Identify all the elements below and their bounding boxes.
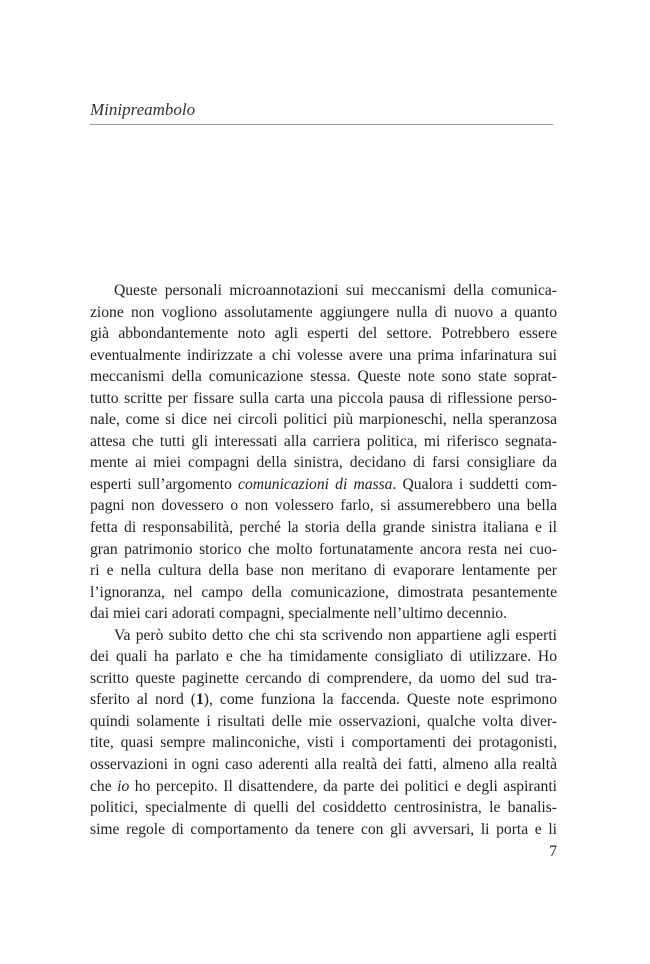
text-line	[90, 668, 557, 690]
text-segment: ), come funziona la faccenda. Queste note esprimono	[203, 691, 557, 709]
text-segment: sime regole di comportamento da tenere con gli avversari, li porta e li	[90, 820, 557, 838]
chapter-title: Minipreambolo	[90, 100, 196, 119]
text-line	[90, 388, 557, 410]
text-segment: Va però subito detto che chi sta scrivendo non appartiene agli esperti	[114, 626, 557, 644]
header-rule	[90, 124, 553, 125]
text-line	[90, 560, 557, 582]
page-number: 7	[549, 843, 557, 860]
text-line	[90, 431, 557, 453]
text-segment: dai miei cari adorati compagni, specialmente nell’ultimo decennio.	[90, 605, 507, 623]
text-segment: l’ignoranza, nel campo della comunicazione, dimostrata pesantemente	[90, 583, 557, 601]
text-segment: sferito al nord (	[90, 691, 196, 709]
text-line	[90, 323, 557, 345]
text-line	[90, 776, 557, 798]
text-line	[90, 302, 557, 324]
text-line	[90, 754, 557, 776]
text-segment: tutto scritte per fissare sulla carta una piccola pausa di riflessione perso-	[90, 389, 557, 407]
text-segment: quindi solamente i risultati delle mie osservazioni, qualche volta diver-	[90, 712, 557, 730]
text-segment: politici, specialmente di quelli del cosiddetto centrosinistra, le banalis-	[90, 799, 557, 817]
text-segment: osservazioni in ogni caso aderenti alla realtà dei fatti, almeno alla realtà	[90, 756, 557, 774]
text-line	[90, 495, 557, 517]
text-line	[90, 625, 557, 647]
text-segment: meccanismi della comunicazione stessa. Queste note sono state soprat-	[90, 368, 557, 386]
text-segment: gran patrimonio storico che molto fortunatamente ancora resta nei cuo-	[90, 540, 557, 558]
text-line	[90, 797, 557, 819]
italic-text: io	[117, 777, 130, 795]
text-segment: esperti sull’argomento	[90, 475, 239, 493]
text-segment: tite, quasi sempre malinconiche, visti i comportamenti dei protagonisti,	[90, 734, 557, 752]
text-line	[90, 711, 557, 733]
text-segment: attesa che tutti gli interessati alla carriera politica, mi riferisco segnata-	[90, 432, 557, 450]
text-line	[90, 366, 557, 388]
text-line	[90, 345, 557, 367]
text-segment: ho percepito. Il disattendere, da parte dei politici e degli aspiranti	[129, 777, 557, 795]
text-line	[90, 732, 557, 754]
text-line	[90, 646, 557, 668]
paragraph	[90, 280, 557, 625]
text-segment: dei quali ha parlato e che ha timidamente consigliato di utilizzare. Ho	[90, 648, 557, 666]
note-reference: 1	[195, 691, 204, 709]
text-line	[90, 603, 557, 625]
text-segment: mente ai miei compagni della sinistra, decidano di farsi consigliare da	[90, 454, 557, 472]
text-line	[90, 517, 557, 539]
text-segment: Queste personali microannotazioni sui meccanismi della comunica-	[114, 282, 557, 299]
body-text	[90, 280, 557, 840]
running-header	[90, 100, 553, 120]
text-line	[90, 474, 557, 496]
text-line	[90, 689, 557, 711]
text-segment: nale, come si dice nei circoli politici più marpioneschi, nella speranzosa	[90, 411, 557, 429]
text-line	[90, 582, 557, 604]
text-segment: che	[90, 777, 118, 795]
italic-text: comunicazioni di massa	[238, 475, 393, 493]
text-line	[90, 819, 557, 841]
text-segment: . Qualora i suddetti com-	[392, 475, 557, 493]
text-segment: pagni non dovessero o non volessero farlo, si assumerebbero una bella	[90, 497, 557, 515]
text-segment: fetta di responsabilità, perché la storia della grande sinistra italiana e il	[90, 519, 557, 537]
text-segment: ri e nella cultura della base non meritano di evaporare lentamente per	[90, 562, 557, 580]
paragraph	[90, 625, 557, 840]
text-segment: già abbondantemente noto agli esperti del settore. Potrebbero essere	[90, 325, 557, 343]
text-line	[90, 280, 557, 302]
text-line	[90, 539, 557, 561]
text-segment: scritto queste paginette cercando di comprendere, da uomo del sud tra-	[90, 669, 557, 687]
text-line	[90, 409, 557, 431]
text-segment: zione non vogliono assolutamente aggiungere nulla di nuovo a quanto	[90, 303, 557, 321]
text-segment: eventualmente indirizzate a chi volesse avere una prima infarinatura sui	[90, 346, 557, 364]
text-line	[90, 452, 557, 474]
